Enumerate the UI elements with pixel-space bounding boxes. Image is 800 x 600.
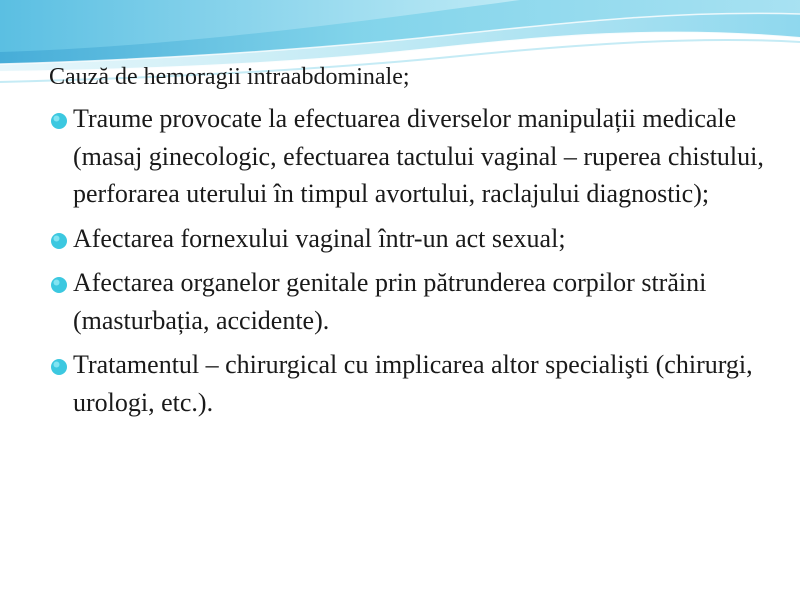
bullet-text: Traume provocate la efectuarea diverselor manipulații medicale (masaj ginecologic, efectuarea tactului vaginal – ruperea chistului, perforarea uterului în timpul avortului, raclajului diagnostic); xyxy=(73,104,764,208)
bullet-text: Afectarea fornexului vaginal într-un act sexual; xyxy=(73,223,566,253)
slide-content xyxy=(49,60,769,428)
filled-circle-bullet-icon xyxy=(49,111,69,131)
bullet-text: Tratamentul – chirurgical cu implicarea altor specialişti (chirurgi, urologi, etc.). xyxy=(73,350,753,417)
lead-text: Cauză de hemoragii intraabdominale; xyxy=(49,64,410,90)
bullet-text: Afectarea organelor genitale prin pătrunderea corpilor străini (masturbația, accidente). xyxy=(73,268,707,335)
filled-circle-bullet-icon xyxy=(49,231,69,251)
bullet-item xyxy=(49,220,769,258)
bullet-item xyxy=(49,346,769,421)
bullet-item xyxy=(49,264,769,339)
bullet-list xyxy=(49,100,769,421)
filled-circle-bullet-icon xyxy=(49,275,69,295)
bullet-item xyxy=(49,100,769,213)
filled-circle-bullet-icon xyxy=(49,357,69,377)
